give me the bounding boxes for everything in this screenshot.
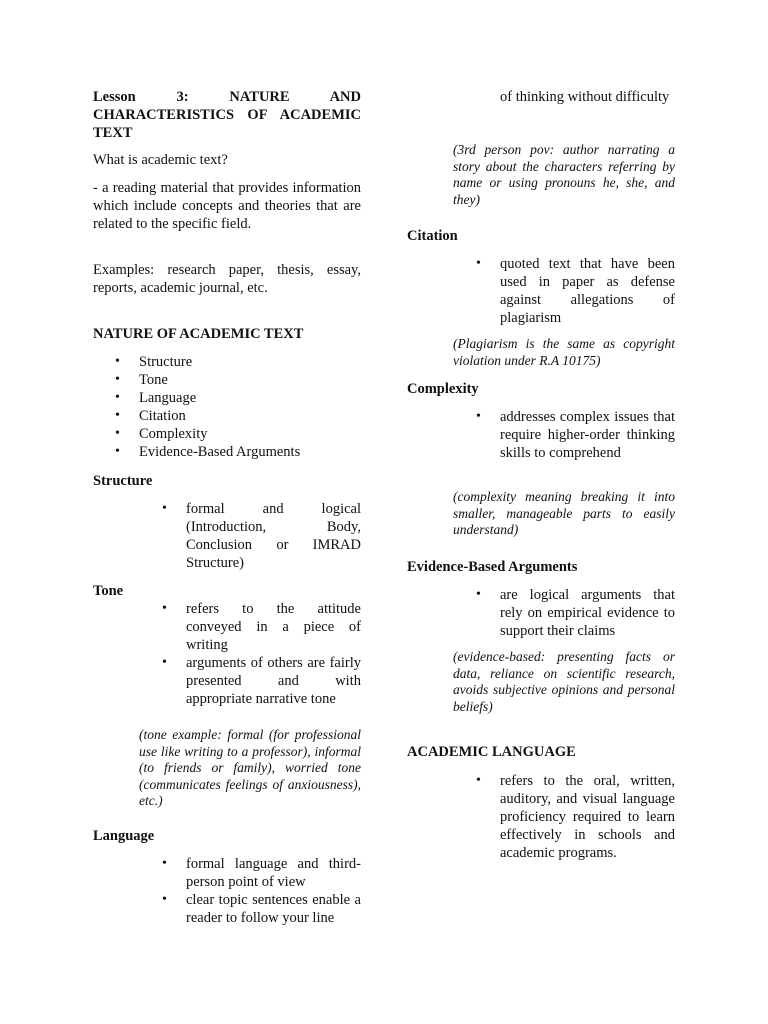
complexity-note: (complexity meaning breaking it into smaller, manageable parts to easily understand) [453,489,675,537]
bullet-icon: • [476,587,481,602]
academic-language-heading: ACADEMIC LANGUAGE [407,744,576,760]
lesson-title [93,88,361,142]
continuation-text: of thinking without difficulty [500,89,670,105]
list-item: • Language [115,390,197,406]
list-item: • formal and logical (Introduction, Body, Conclusion or IMRAD Structure) [162,501,361,571]
tone-note: (tone example: formal (for professional use like writing to a professor), informal (to friends or family), worried tone (communicates feelings of anxiousness), etc.) [139,727,361,808]
lesson-title-line2: CHARACTERISTICS OF ACADEMIC TEXT [93,107,361,141]
lesson-title-line1: Lesson 3: NATURE AND [93,89,361,105]
citation-note: (Plagiarism is the same as copyright violation under R.A 10175) [453,336,675,368]
list-item: • Tone [115,372,168,388]
bullet-icon: • [476,256,481,271]
bullet-icon: • [162,501,167,516]
citation-heading: Citation [407,228,458,244]
evidence-heading: Evidence-Based Arguments [407,559,578,575]
academic-language-list [476,772,675,862]
language-heading: Language [93,828,155,844]
list-item: • refers to the oral, written, auditory, and visual language proficiency required to learn effectively in schools and academic programs. [476,773,675,861]
list-item: • clear topic sentences enable a reader to follow your line [162,892,361,926]
bullet-icon: • [162,892,167,907]
bullet-icon: • [115,390,120,405]
citation-list [476,255,675,327]
evidence-note: (evidence-based: presenting facts or data, reliance on scientific research, avoids subjective opinions and personal beliefs) [453,649,675,714]
list-item: • refers to the attitude conveyed in a piece of writing [162,601,361,653]
list-item: • Complexity [115,426,208,442]
bullet-icon: • [476,773,481,788]
language-list [162,855,361,927]
list-item: • formal language and third-person point of view [162,856,361,890]
examples-text: Examples: research paper, thesis, essay, reports, academic journal, etc. [93,262,361,296]
bullet-icon: • [162,856,167,871]
list-item: • arguments of others are fairly presented and with appropriate narrative tone [162,655,361,707]
question-text: What is academic text? [93,152,228,168]
list-item: • Evidence-Based Arguments [115,444,301,460]
structure-list [162,500,361,572]
tone-list [162,600,361,708]
bullet-icon: • [162,601,167,616]
list-item: • are logical arguments that rely on empirical evidence to support their claims [476,587,675,639]
list-item: • Structure [115,354,193,370]
bullet-icon: • [115,354,120,369]
complexity-heading: Complexity [407,381,479,397]
bullet-icon: • [115,408,120,423]
bullet-icon: • [115,372,120,387]
list-item: • Citation [115,408,186,424]
list-item: • quoted text that have been used in paper as defense against allegations of plagiarism [476,256,675,326]
bullet-icon: • [115,444,120,459]
bullet-icon: • [476,409,481,424]
nature-heading: NATURE OF ACADEMIC TEXT [93,326,304,342]
bullet-icon: • [162,655,167,670]
pov-note: (3rd person pov: author narrating a story about the characters referring by name or using pronouns he, she, and they) [453,142,675,207]
list-item: • addresses complex issues that require higher-order thinking skills to comprehend [476,409,675,461]
bullet-icon: • [115,426,120,441]
nature-list [115,353,361,461]
tone-heading: Tone [93,583,124,599]
evidence-list [476,586,675,640]
structure-heading: Structure [93,473,153,489]
definition-text: - a reading material that provides information which include concepts and theories that are related to the specific field. [93,180,361,232]
complexity-list [476,408,675,462]
